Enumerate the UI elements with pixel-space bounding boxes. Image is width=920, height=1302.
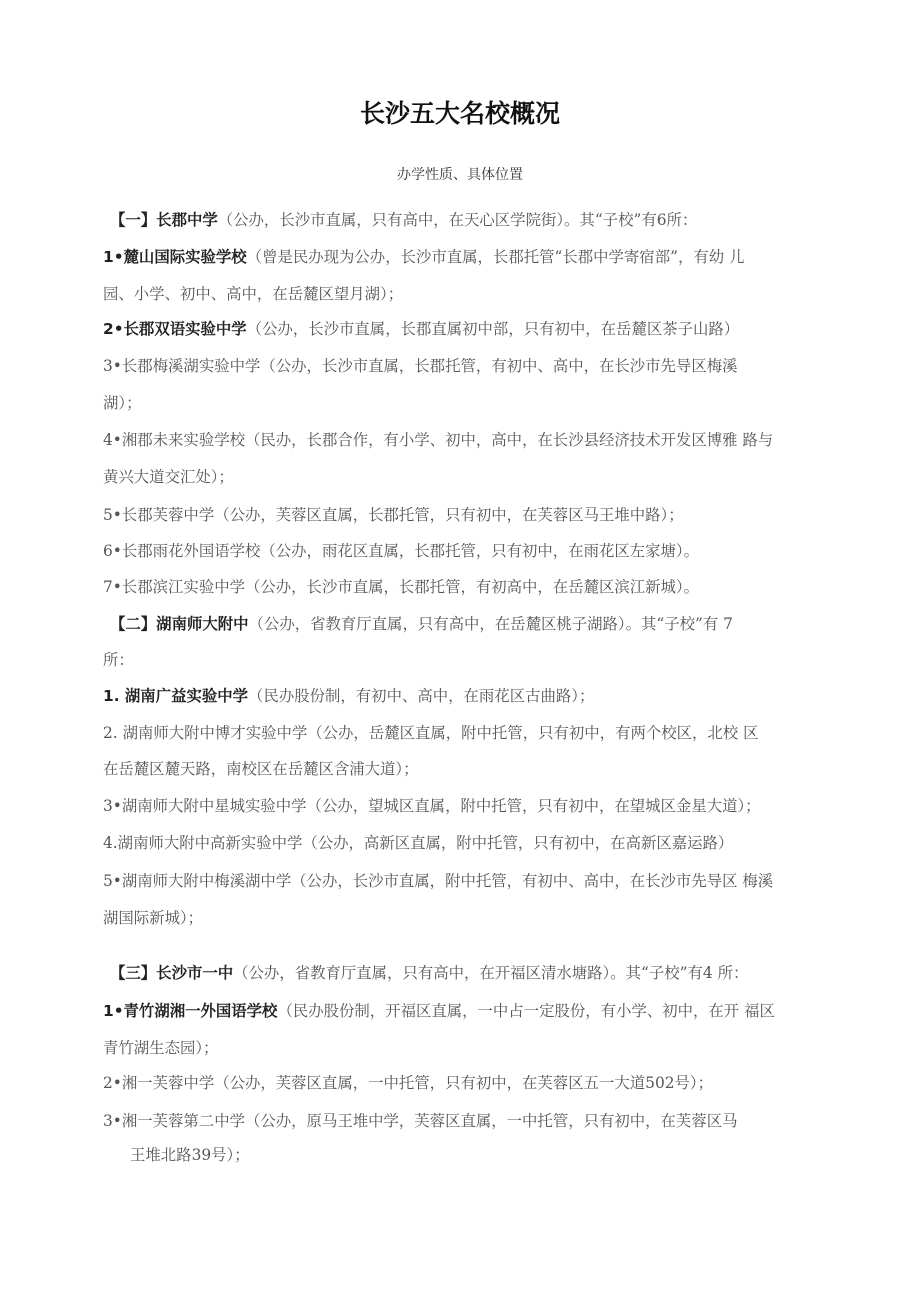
school-name: 【二】湖南师大附中 — [110, 615, 249, 633]
text-line — [103, 505, 684, 525]
line-text: 7•长郡滨江实验中学（公办，长沙市直属，长郡托管，有初高中，在岳麓区滨江新城）。 — [103, 578, 700, 596]
school-name: 1. 湖南广益实验中学 — [103, 687, 249, 705]
line-text: （民办股份制，有初中、高中，在雨花区古曲路）； — [248, 687, 595, 705]
text-line — [103, 541, 699, 561]
line-text: 4•湘郡未来实验学校（民办，长郡合作，有小学、初中，高中，在长沙县经济技术开发区博雅 路与 — [103, 431, 774, 449]
line-text: （公办，长沙市直属，长郡直属初中部，只有初中，在岳麓区茶子山路） — [246, 320, 740, 338]
line-text: 4.湖南师大附中高新实验中学（公办，高新区直属，附中托管，只有初中，在高新区嘉运路） — [103, 834, 734, 852]
text-line — [103, 467, 234, 487]
line-text: 2•湘一芙蓉中学（公办，芙蓉区直属，一中托管，只有初中，在芙蓉区五一大道502号）； — [103, 1074, 713, 1092]
line-text: 5•湖南师大附中梅溪湖中学（公办，长沙市直属，附中托管，有初中、高中，在长沙市先导区 梅溪 — [103, 872, 774, 890]
text-line — [110, 614, 733, 634]
text-line — [103, 1038, 218, 1058]
text-line — [103, 284, 403, 304]
line-text: 青竹湖生态园）； — [103, 1039, 219, 1057]
page-title: 长沙五大名校概况 — [359, 99, 560, 128]
text-line — [130, 1145, 250, 1165]
line-text: 3•湖南师大附中星城实验中学（公办，望城区直属，附中托管，只有初中，在望城区金星大道）； — [103, 797, 761, 815]
line-text: 湖国际新城）； — [103, 909, 204, 927]
text-line — [103, 1111, 738, 1131]
line-text: 湖）； — [103, 394, 142, 412]
text-line — [103, 247, 744, 267]
text-line — [103, 796, 761, 816]
text-line — [110, 210, 697, 230]
line-text: 5•长郡芙蓉中学（公办，芙蓉区直属，长郡托管，只有初中，在芙蓉区马王堆中路）； — [103, 506, 684, 524]
school-name: 1•青竹湖湘一外国语学校 — [103, 1002, 278, 1020]
school-name: 2•长郡双语实验中学 — [103, 320, 247, 338]
text-line — [103, 650, 134, 670]
page-subtitle: 办学性质、具体位置 — [397, 167, 523, 183]
line-text: （公办，省教育厅直属，只有高中，在开福区清水塘路）。其“子校”有4 所： — [233, 964, 749, 982]
text-line — [103, 871, 773, 891]
line-text: 所： — [103, 651, 134, 669]
text-line — [103, 577, 699, 597]
line-text: 在岳麓区麓天路，南校区在岳麓区含浦大道）； — [103, 760, 419, 778]
text-line — [103, 759, 419, 779]
text-line — [103, 430, 773, 450]
line-text: 3•长郡梅溪湖实验中学（公办，长沙市直属，长郡托管，有初中、高中，在长沙市先导区梅溪 — [103, 357, 738, 375]
text-line — [103, 833, 733, 853]
text-line — [103, 686, 594, 706]
line-text: （民办股份制，开福区直属，一中占一定股份，有小学、初中，在开 福区 — [277, 1002, 775, 1020]
line-text: （公办，长沙市直属，只有高中，在天心区学院街）。其“子校”有6所： — [217, 211, 698, 229]
line-text: 3•湘一芙蓉第二中学（公办，原马王堆中学，芙蓉区直属，一中托管，只有初中，在芙蓉区马 — [103, 1112, 738, 1130]
text-line — [103, 1073, 713, 1093]
line-text: （公办，省教育厅直属，只有高中，在岳麓区桃子湖路）。其“子校”有 7 — [248, 615, 733, 633]
school-name: 【一】长郡中学 — [110, 211, 218, 229]
line-text: 园、小学、初中、高中，在岳麓区望月湖）； — [103, 285, 404, 303]
text-line — [103, 1001, 775, 1021]
line-text: 6•长郡雨花外国语学校（公办，雨花区直属，长郡托管，只有初中，在雨花区左家塘）。 — [103, 542, 700, 560]
line-text: （曾是民办现为公办，长沙市直属，长郡托管“长郡中学寄宿部”，有幼 儿 — [246, 248, 745, 266]
text-line — [103, 393, 141, 413]
text-line — [103, 908, 203, 928]
text-line — [103, 723, 759, 743]
line-text: 2. 湖南师大附中博才实验中学（公办，岳麓区直属，附中托管，只有初中，有两个校区，北校 区 — [103, 724, 759, 742]
line-text: 王堆北路39号）； — [130, 1146, 250, 1164]
text-line — [110, 963, 748, 983]
line-text: 黄兴大道交汇处）； — [103, 468, 234, 486]
text-line — [103, 319, 739, 339]
school-name: 1•麓山国际实验学校 — [103, 248, 247, 266]
text-line — [103, 356, 738, 376]
school-name: 【三】长沙市一中 — [110, 964, 234, 982]
